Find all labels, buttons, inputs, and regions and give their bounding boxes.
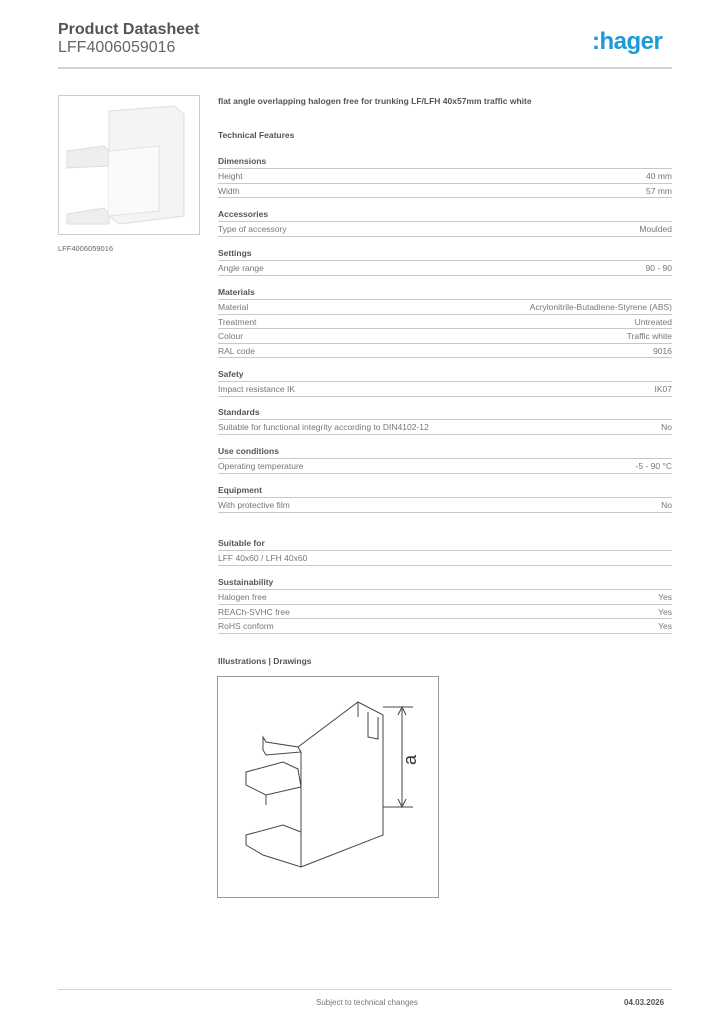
spec-row bbox=[218, 184, 672, 199]
spec-value: No bbox=[661, 422, 672, 432]
spec-row bbox=[218, 619, 672, 634]
section-title: Materials bbox=[218, 286, 672, 300]
spec-label: LFF 40x60 / LFH 40x60 bbox=[218, 553, 308, 563]
spec-row bbox=[218, 498, 672, 513]
spec-row bbox=[218, 329, 672, 344]
spec-row bbox=[218, 459, 672, 474]
spec-label: Colour bbox=[218, 331, 244, 341]
section-title: Equipment bbox=[218, 484, 672, 498]
spec-section bbox=[218, 406, 672, 435]
section-title: Safety bbox=[218, 368, 672, 382]
spec-label: REACh-SVHC free bbox=[218, 606, 290, 617]
section-title: Suitable for bbox=[218, 537, 672, 551]
spec-label: Impact resistance IK bbox=[218, 384, 296, 394]
spec-label: RoHS conform bbox=[218, 621, 274, 631]
spec-label: Suitable for functional integrity according to DIN4102-12 bbox=[218, 422, 429, 432]
technical-drawing bbox=[217, 676, 439, 898]
spec-row bbox=[218, 420, 672, 435]
dimension-label: a bbox=[400, 754, 420, 765]
spec-section bbox=[218, 484, 672, 513]
spec-value: Moulded bbox=[639, 224, 672, 234]
spec-value: Yes bbox=[658, 621, 672, 631]
spec-label: Width bbox=[218, 185, 240, 196]
spec-row bbox=[218, 590, 672, 605]
spec-label: Halogen free bbox=[218, 592, 267, 602]
section-title: Sustainability bbox=[218, 576, 672, 590]
spec-row bbox=[218, 222, 672, 237]
spec-row bbox=[218, 300, 672, 315]
footer-divider bbox=[58, 989, 672, 990]
spec-section bbox=[218, 368, 672, 397]
spec-value: 57 mm bbox=[646, 185, 672, 196]
spec-value: Acrylonitrile-Butadiene-Styrene (ABS) bbox=[529, 302, 672, 312]
spec-value: Yes bbox=[658, 592, 672, 602]
spec-section bbox=[218, 445, 672, 474]
footer-note: Subject to technical changes bbox=[316, 998, 418, 1007]
spec-label: Material bbox=[218, 302, 249, 312]
spec-label: Operating temperature bbox=[218, 461, 304, 471]
spec-value: No bbox=[661, 500, 672, 510]
spec-section bbox=[218, 208, 672, 237]
spec-label: Type of accessory bbox=[218, 224, 287, 234]
spec-value: Traffic white bbox=[626, 331, 672, 341]
page-title: Product Datasheet bbox=[58, 21, 200, 38]
product-image bbox=[58, 95, 200, 235]
footer-date: 04.03.2026 bbox=[624, 998, 665, 1007]
hager-logo: :hager bbox=[592, 28, 663, 55]
header-divider bbox=[58, 67, 672, 69]
spec-label: With protective film bbox=[218, 500, 290, 510]
spec-value: IK07 bbox=[654, 384, 672, 394]
spec-row bbox=[218, 261, 672, 276]
spec-value: 40 mm bbox=[646, 171, 672, 181]
spec-section bbox=[218, 286, 672, 358]
spec-row bbox=[218, 315, 672, 330]
product-image-caption: LFF4006059016 bbox=[58, 244, 114, 253]
spec-section bbox=[218, 576, 672, 634]
spec-label: Angle range bbox=[218, 263, 264, 273]
spec-label: Treatment bbox=[218, 316, 257, 327]
spec-row bbox=[218, 382, 672, 397]
product-description: flat angle overlapping halogen free for trunking LF/LFH 40x57mm traffic white bbox=[218, 96, 532, 106]
section-title: Accessories bbox=[218, 208, 672, 222]
spec-row bbox=[218, 169, 672, 184]
spec-section bbox=[218, 155, 672, 198]
spec-value: Untreated bbox=[634, 316, 672, 327]
spec-value: Yes bbox=[658, 606, 672, 617]
technical-features-heading: Technical Features bbox=[218, 130, 295, 140]
spec-value: 9016 bbox=[653, 345, 672, 356]
spec-section bbox=[218, 537, 672, 566]
section-title: Dimensions bbox=[218, 155, 672, 169]
section-title: Use conditions bbox=[218, 445, 672, 459]
spec-value: -5 - 90 °C bbox=[635, 461, 672, 471]
product-code: LFF4006059016 bbox=[58, 39, 176, 56]
section-title: Settings bbox=[218, 247, 672, 261]
illustrations-heading: Illustrations | Drawings bbox=[218, 656, 312, 666]
spec-row bbox=[218, 605, 672, 620]
spec-row bbox=[218, 551, 672, 566]
spec-section bbox=[218, 247, 672, 276]
spec-label: Height bbox=[218, 171, 243, 181]
spec-value: 90 - 90 bbox=[645, 263, 672, 273]
spec-label: RAL code bbox=[218, 345, 256, 356]
spec-row bbox=[218, 344, 672, 359]
section-title: Standards bbox=[218, 406, 672, 420]
